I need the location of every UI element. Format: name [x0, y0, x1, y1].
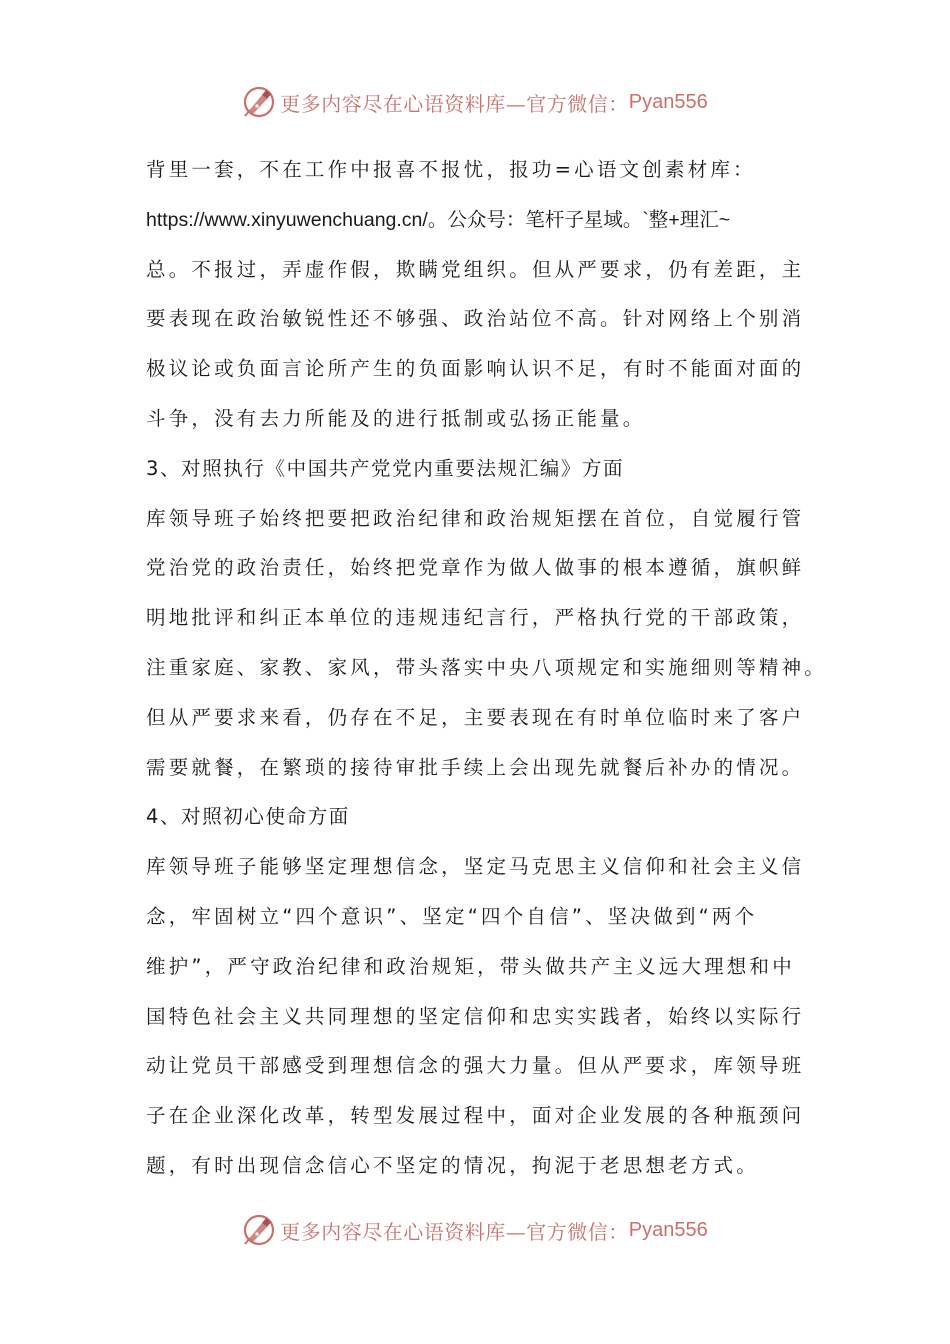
paragraph-line: 库领导班子始终把要把政治纪律和政治规矩摆在首位，自觉履行管: [146, 506, 805, 530]
paragraph-line: 党治党的政治责任，始终把党章作为做人做事的根本遵循，旗帜鲜: [146, 556, 805, 580]
header-watermark: [0, 82, 950, 122]
paragraph-line: 需要就餐，在繁琐的接待审批手续上会出现先就餐后补办的情况。: [146, 755, 805, 779]
watermark-text: 更多内容尽在心语资料库—官方微信：: [280, 1219, 629, 1244]
paragraph-line: 动让党员干部感受到理想信念的强大力量。但从严要求，库领导班: [146, 1054, 805, 1078]
paragraph-line: 题，有时出现信念信心不坚定的情况，拘泥于老思想老方式。: [146, 1153, 759, 1177]
paragraph-line: 但从严要求来看，仍存在不足，主要表现在有时单位临时来了客户: [146, 705, 805, 729]
paragraph-line: 国特色社会主义共同理想的坚定信仰和忠实实践者，始终以实际行: [146, 1004, 805, 1028]
document-body: [146, 145, 826, 1191]
section-heading-4: 4、对照初心使命方面: [146, 805, 350, 829]
watermark-text: 更多内容尽在心语资料库—官方微信：: [280, 91, 629, 116]
paragraph-line: [146, 195, 826, 245]
paragraph-line: 斗争，没有去力所能及的进行抵制或弘扬正能量。: [146, 406, 646, 430]
website-url: https://www.xinyuwenchuang.cn/。公众号：笔杆子星域。`整+理汇~: [146, 208, 731, 231]
paragraph-line: 库领导班子能够坚定理想信念，坚定马克思主义信仰和社会主义信: [146, 855, 805, 879]
paragraph-line: 要表现在政治敏锐性还不够强、政治站位不高。针对网络上个别消: [146, 307, 805, 331]
paragraph-line: 注重家庭、家教、家风，带头落实中央八项规定和实施细则等精神。: [146, 655, 828, 679]
paragraph-line: 背里一套，不在工作中报喜不报忧，报功=心语文创素材库：: [146, 158, 756, 181]
pen-nib-logo-icon: [242, 85, 276, 119]
watermark-wechat-id: Pyan556: [628, 1218, 708, 1241]
paragraph-line: 明地批评和纠正本单位的违规违纪言行，严格执行党的干部政策，: [146, 606, 805, 630]
paragraph-line: 维护”，严守政治纪律和政治规矩，带头做共产主义远大理想和中: [146, 954, 795, 978]
paragraph-line: 念，牢固树立“四个意识”、坚定“四个自信”、坚决做到“两个: [146, 904, 758, 928]
section-heading-3: 3、对照执行《中国共产党党内重要法规汇编》方面: [146, 456, 625, 480]
pen-nib-logo-icon: [242, 1213, 276, 1247]
paragraph-line: 极议论或负面言论所产生的负面影响认识不足，有时不能面对面的: [146, 357, 805, 381]
watermark-wechat-id: Pyan556: [628, 90, 708, 113]
footer-watermark: [0, 1210, 950, 1250]
paragraph-line: 总。不报过，弄虚作假，欺瞒党组织。但从严要求，仍有差距，主: [146, 257, 805, 281]
paragraph-line: 子在企业深化改革，转型发展过程中，面对企业发展的各种瓶颈问: [146, 1104, 805, 1128]
